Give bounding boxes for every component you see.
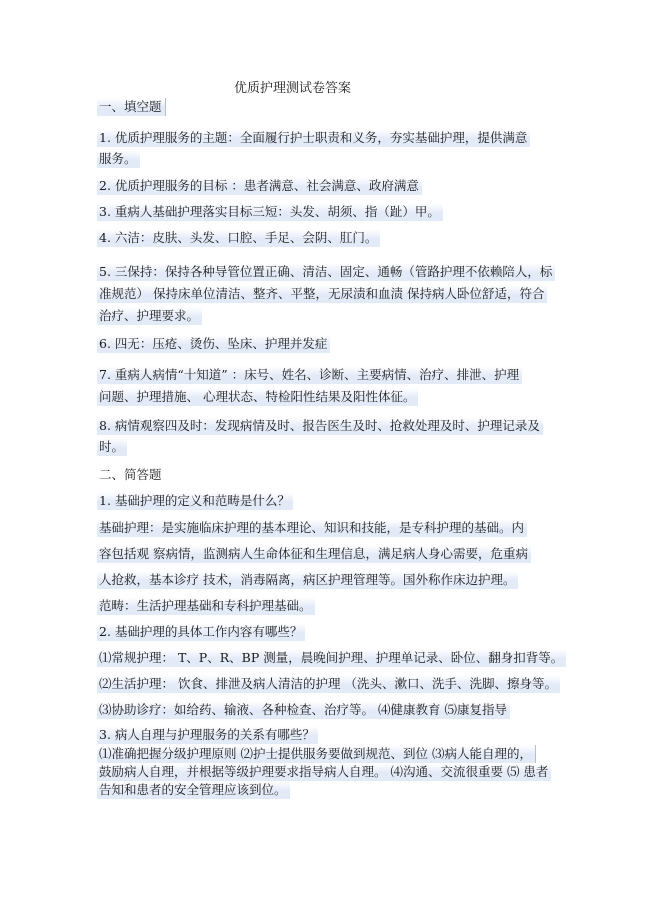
answer-7-line-2: 问题、护理措施、 心理状态、特检阳性结果及阳性体征。 — [97, 388, 418, 406]
answer-8-line-2: 时。 — [97, 438, 127, 456]
answer-5-line-1: 5. 三保持：保持各种导管位置正确、清洁、固定、通畅（管路护理不依赖陪人，标 — [97, 263, 555, 281]
answer-4: 4. 六洁：皮肤、头发、口腔、手足、会阴、肛门。 — [97, 229, 380, 247]
answer-3: 3. 重病人基础护理落实目标三短：头发、胡须、指（趾）甲。 — [97, 203, 443, 221]
question-1-answer-line-1: 基础护理：是实施临床护理的基本理论、知识和技能，是专科护理的基础。内 — [97, 519, 527, 537]
section-heading-fill-in-blanks: 一、填空题 — [97, 98, 166, 116]
question-3: 3. 病人自理与护理服务的关系有哪些？ — [97, 726, 318, 744]
answer-1-line-1: 1. 优质护理服务的主题：全面履行护士职责和义务，夯实基础护理，提供满意 — [97, 129, 530, 147]
answer-5-line-2: 准规范） 保持床单位清洁、整齐、平整，无尿渍和血渍 保持病人卧位舒适，符合 — [97, 285, 547, 303]
answer-7-line-1: 7. 重病人病情“十知道” ：床号、姓名、诊断、主要病情、治疗、排泄、护理 — [97, 366, 522, 384]
question-1-answer-line-3: 人抢救，基本诊疗 技术，消毒隔离，病区护理管理等。国外称作床边护理。 — [97, 571, 518, 589]
question-2-item-1: ⑴常规护理： T、P、R、BP 测量，晨晚间护理、护理单记录、卧位、翻身扣背等。 — [97, 649, 566, 667]
answer-1-line-2: 服务。 — [97, 150, 140, 168]
document-title: 优质护理测试卷答案 — [234, 81, 352, 96]
question-3-answer-line-1: ⑴准确把握分级护理原则 ⑵护士提供服务要做到规范、到位 ⑶病人能自理的， — [97, 745, 536, 763]
question-1-answer-line-4: 范畴：生活护理基础和专科护理基础。 — [97, 597, 315, 615]
question-2: 2. 基础护理的具体工作内容有哪些？ — [97, 623, 305, 641]
answer-8-line-1: 8. 病情观察四及时：发现病情及时、报告医生及时、抢救处理及时、护理记录及 — [97, 417, 543, 435]
question-3-answer-line-2: 鼓励病人自理，并根据等级护理要求指导病人自理。 ⑷沟通、交流很重要 ⑸ 患者 — [97, 763, 551, 781]
question-2-item-2: ⑵生活护理： 饮食、排泄及病人清洁的护理 （洗头、漱口、洗手、洗脚、擦身等。 — [97, 675, 560, 693]
answer-2: 2. 优质护理服务的目标 ：患者满意、社会满意、政府满意 — [97, 177, 422, 195]
question-1: 1. 基础护理的定义和范畴是什么？ — [97, 492, 293, 510]
answer-6: 6. 四无：压疮、烫伤、坠床、护理并发症 — [97, 335, 330, 353]
question-2-item-3: ⑶协助诊疗：如给药、输液、各种检查、治疗等。 ⑷健康教育 ⑸康复指导 — [97, 701, 510, 719]
section-heading-short-answer: 二、简答题 — [99, 467, 162, 482]
question-3-answer-line-3: 告知和患者的安全管理应该到位。 — [97, 781, 290, 799]
answer-5-line-3: 治疗、护理要求。 — [97, 307, 202, 325]
question-1-answer-line-2: 容包括观 察病情，监测病人生命体征和生理信息，满足病人身心需要，危重病 — [97, 545, 531, 563]
